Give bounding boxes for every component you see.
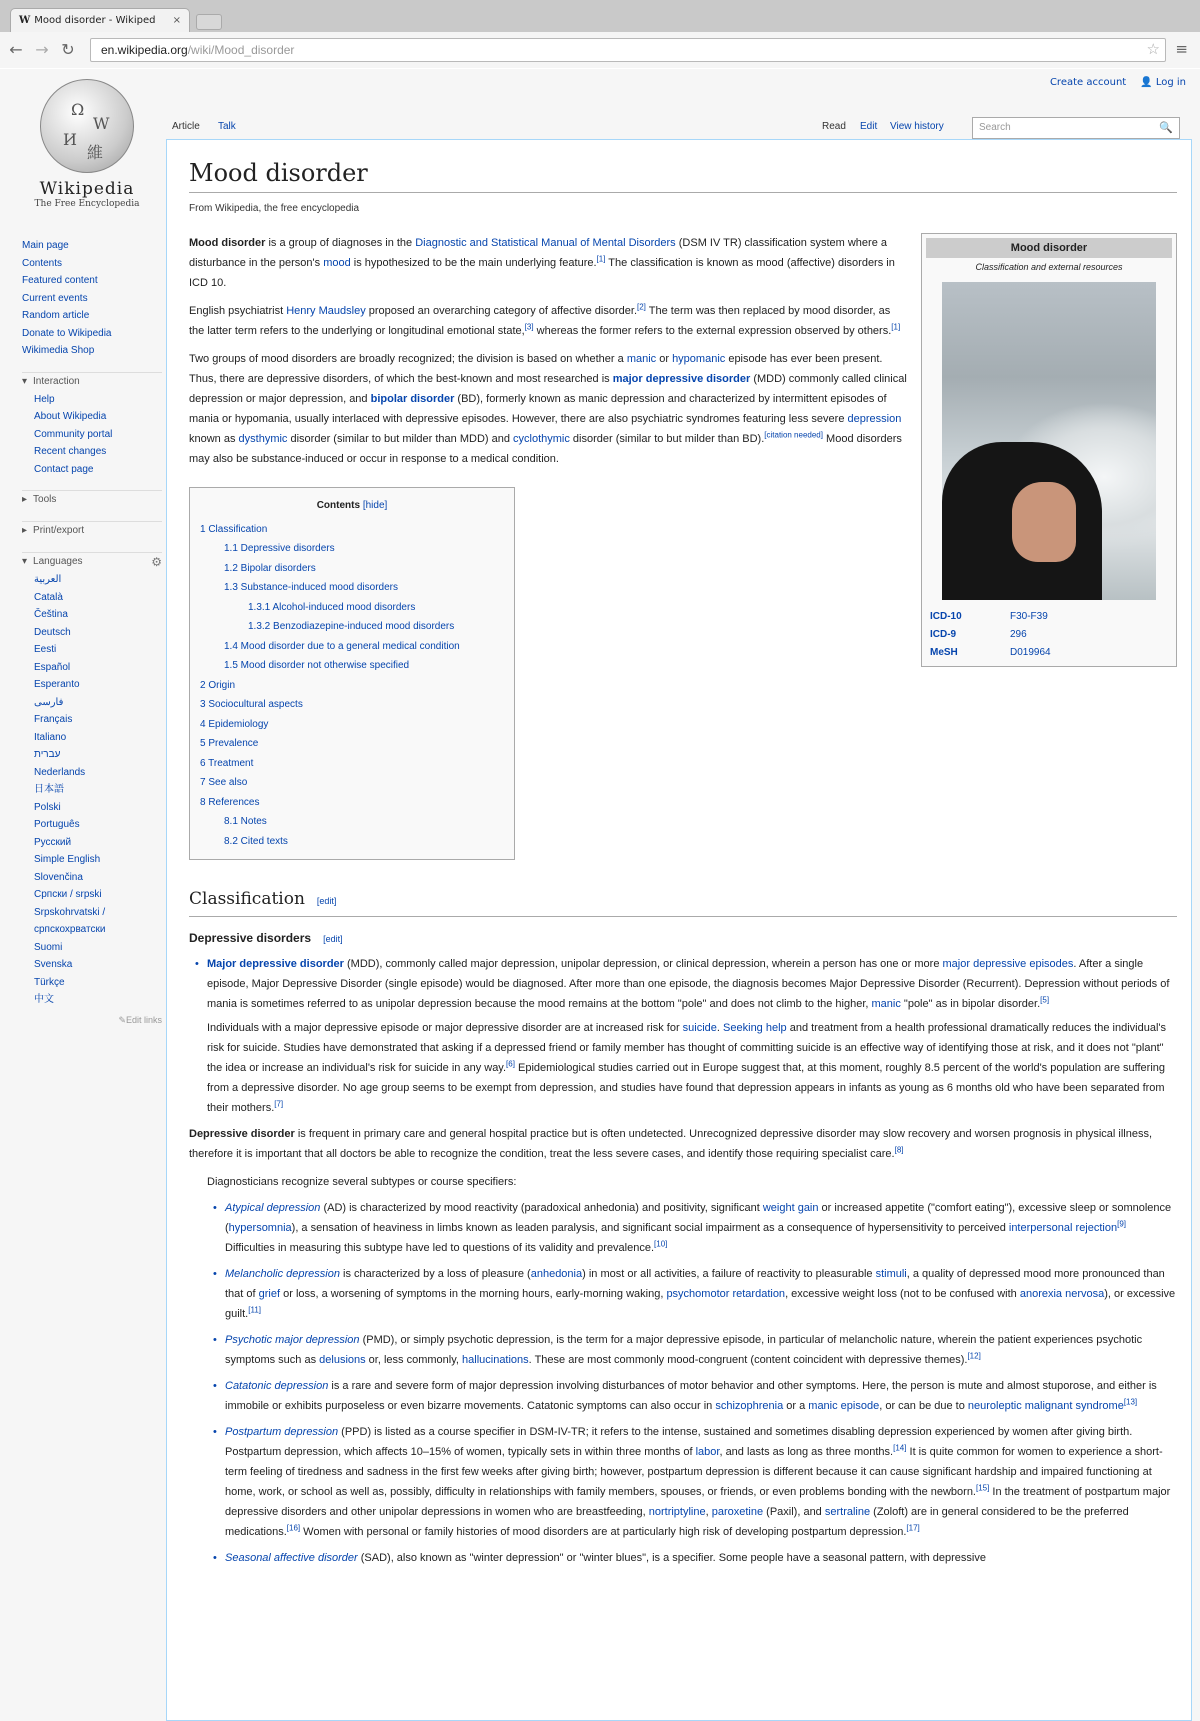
sidebar-language-item[interactable]: Polski	[34, 801, 61, 813]
sidebar-nav-item[interactable]: Main page	[22, 240, 69, 251]
wikipedia-favicon-icon: W	[19, 15, 31, 26]
reload-icon[interactable]: ↻	[61, 40, 75, 59]
page-tabs	[166, 113, 1186, 139]
triangle-right-icon: ▸	[22, 525, 28, 536]
henry-maudsley-link[interactable]: Henry Maudsley	[286, 305, 366, 317]
sidebar-interaction-item[interactable]: Recent changes	[34, 446, 107, 457]
risk-paragraph: Individuals with a major depressive episode or major depressive disorder are at increased risk for suicide. Seeking help and treatment from a health professional dramatically reduces the individual's risk for suicide. Studies have demonstrated that asking if a depressed friend or family member has thought of committing suicide is an effective way of identifying those at risk, and it does not "plant" the idea or increase an individual's risk for suicide in any way.[6] Epidemiological studies carried out in Europe suggest that, at this moment, roughly 8.5 percent of the world's population are suffering from a depressive disorder. No age group seems to be exempt from depression, and studies have found that depression appears in infants as young as 6 months old who have been separated from their mothers.[7]	[207, 1022, 1167, 1114]
search-input[interactable]	[972, 117, 1180, 139]
infobox-row	[926, 608, 1172, 626]
puzzle-globe-icon: Ω W И 維	[40, 79, 134, 173]
new-tab-button[interactable]	[196, 14, 222, 30]
sidebar-language-item[interactable]: Svenska	[34, 959, 73, 970]
infobox	[921, 233, 1177, 667]
browser-toolbar	[0, 32, 1200, 68]
toc-title: Contents	[316, 500, 361, 511]
toc-item[interactable]: 1 Classification	[200, 523, 268, 535]
page-title: Mood disorder	[189, 158, 1177, 193]
subtypes-intro: Diagnosticians recognize several subtypes or course specifiers:	[207, 1176, 517, 1188]
infobox-value[interactable]: 296	[1010, 629, 1027, 640]
toc-item[interactable]: 1.3.1 Alcohol-induced mood disorders	[248, 601, 416, 613]
sidebar-language-item[interactable]: Português	[34, 819, 80, 830]
toc-item[interactable]: 1.4 Mood disorder due to a general medical condition	[224, 640, 460, 652]
infobox-value[interactable]: D019964	[1010, 647, 1051, 658]
triangle-down-icon: ▾	[22, 375, 28, 387]
list-item: • Atypical depression (AD) is characterized by mood reactivity (paradoxical anhedonia) and positivity, significant weight gain or increased appetite ("comfort eating"), excessive sleep or somnolence (hypersomnia), a sensation of heaviness in limbs known as leaden paralysis, and significant social impairment as a consequence of hypersensitivity to perceived interpersonal rejection[9] Difficulties in measuring this subtype have led to questions of its validity and prevalence.[10]	[207, 1198, 1177, 1258]
toc-item[interactable]: 3 Sociocultural aspects	[200, 699, 303, 710]
sidebar-language-item[interactable]: Español	[34, 661, 71, 673]
sidebar-nav-item[interactable]: Wikimedia Shop	[22, 345, 95, 356]
languages-portlet	[22, 571, 162, 1009]
toc-item[interactable]: 8 References	[200, 796, 260, 808]
pencil-icon: ✎	[118, 1014, 126, 1025]
toc-item[interactable]: 5 Prevalence	[200, 738, 259, 749]
sidebar-interaction-item[interactable]: Help	[34, 393, 55, 405]
toc-item[interactable]: 4 Epidemiology	[200, 718, 269, 730]
sidebar-interaction-item[interactable]: Community portal	[34, 428, 113, 440]
sidebar-language-item[interactable]: עברית	[34, 749, 61, 760]
tab-read[interactable]: Read	[822, 121, 846, 132]
list-item: • Melancholic depression is characterized by a loss of pleasure (anhedonia) in most or all activities, a failure of reactivity to pleasurable stimuli, a quality of depressed mood more pronounced than that of grief or loss, a worsening of symptoms in the morning hours, early-morning waking, psychomotor retardation, excessive weight loss (not to be confused with anorexia nervosa), or excessive guilt.[11]	[207, 1264, 1177, 1324]
tagline: The Free Encyclopedia	[34, 199, 140, 209]
toc-item[interactable]: 8.2 Cited texts	[224, 835, 288, 847]
toc-item[interactable]: 7 See also	[200, 777, 248, 788]
print-export-header[interactable]: ▸ Print/export	[22, 521, 162, 540]
tab-strip	[0, 0, 1200, 32]
navigation-portlet	[22, 237, 162, 360]
login-link[interactable]: Log in	[1155, 77, 1186, 88]
list-item: • Psychotic major depression (PMD), or simply psychotic depression, is the term for a major depressive episode, in particular of melancholic nature, wherein the patient experiences psychotic symptoms such as delusions or, less commonly, hallucinations. These are most commonly mood-congruent (content coincident with depressive themes).[12]	[207, 1330, 1177, 1370]
sidebar-language-item[interactable]: Slovenčina	[34, 871, 83, 883]
wikipedia-logo[interactable]	[22, 79, 152, 219]
site-sub: From Wikipedia, the free encyclopedia	[189, 203, 360, 214]
browser-chrome	[0, 0, 1200, 68]
tab-edit[interactable]: Edit	[860, 121, 878, 132]
search-placeholder: Search	[979, 122, 1011, 133]
search-icon[interactable]: 🔍	[1159, 122, 1173, 134]
section-heading-classification: Classification [edit]	[189, 884, 1177, 917]
languages-header[interactable]: ▾ Languages ⚙	[22, 552, 162, 571]
sidebar-language-item[interactable]: Srpskohrvatski / српскохрватски	[34, 906, 106, 935]
sidebar-language-item[interactable]: 中文	[34, 994, 54, 1005]
infobox-image[interactable]	[942, 282, 1156, 600]
url-path: /wiki/Mood_disorder	[187, 43, 295, 57]
table-of-contents	[189, 487, 515, 860]
infobox-row	[926, 626, 1172, 644]
sidebar-language-item[interactable]: Čeština	[34, 609, 68, 620]
toc-item[interactable]: 1.3.2 Benzodiazepine-induced mood disorders	[248, 621, 455, 632]
menu-icon[interactable]: ≡	[1175, 40, 1188, 58]
sidebar-nav-item[interactable]: Random article	[22, 310, 90, 321]
sidebar-language-item[interactable]: فارسی	[34, 696, 64, 708]
sidebar-language-item[interactable]: Italiano	[34, 731, 67, 743]
infobox-key[interactable]: ICD-10	[930, 611, 962, 622]
sidebar-nav-item[interactable]: Donate to Wikipedia	[22, 327, 112, 339]
interaction-header[interactable]: ▾ Interaction	[22, 372, 162, 391]
tab-view-history[interactable]: View history	[890, 121, 944, 132]
toc-item[interactable]: 1.2 Bipolar disorders	[224, 562, 316, 574]
intro-paragraph-3: Two groups of mood disorders are broadly recognized; the division is based on whether a manic or hypomanic episode has ever been present. Thus, there are depressive disorders, of which the best-known and most researched is major depressive disorder (MDD) commonly called clinical depression or major depression, and bipolar disorder (BD), formerly known as manic depression and characterized by intermittent episodes of mania or hypomania, usually interlaced with depressive episodes. However, there are also psychiatric syndromes featuring less severe depression known as dysthymic disorder (similar to but milder than MDD) and cyclothymic disorder (similar to but milder than BD).[citation needed] Mood disorders may also be substance-induced or occur in response to a medical condition.	[189, 353, 907, 465]
sidebar-language-item[interactable]: Nederlands	[34, 766, 86, 778]
sidebar-nav-item[interactable]: Featured content	[22, 275, 98, 286]
list-item: • Catatonic depression is a rare and severe form of major depression involving disturbances of motor behavior and other symptoms. Here, the person is mute and almost stuporose, and either is immobile or exhibits purposeless or even bizarre movements. Catatonic symptoms can also occur in schizophrenia or a manic episode, or can be due to neuroleptic malignant syndrome[13]	[207, 1376, 1177, 1416]
list-item: • Postpartum depression (PPD) is listed as a course specifier in DSM-IV-TR; it refers to the intense, sustained and sometimes disabling depression experienced by women after giving birth. Postpartum depression, which affects 10–15% of women, typically sets in within three months of labor, and lasts as long as three months.[14] It is quite common for women to experience a short-term feeling of tiredness and sadness in the first few weeks after giving birth; however, postpartum depression is different because it can cause significant hardship and impaired functioning at home, work, or school as well as, possibly, difficulty in relationships with family members, spouses, or friends, or even problems bonding with the newborn.[15] In the treatment of postpartum major depressive disorders and other unipolar depressions in women who are breastfeeding, nortriptyline, paroxetine (Paxil), and sertraline (Zoloft) are in general considered to be the preferred medications.[16] Women with personal or family histories of mood disorders are at particularly high risk of developing postpartum depression.[17]	[207, 1422, 1177, 1542]
user-icon: 👤	[1140, 77, 1153, 88]
mood-link[interactable]: mood	[323, 257, 351, 269]
article-content	[166, 139, 1192, 1721]
frequent-paragraph: Depressive disorder is frequent in primary care and general hospital practice but is often undetected. Unrecognized depressive disorder may slow recovery and worsen prognosis in physical illness, therefore it is important that all doctors be able to recognize the condition, treat the less severe cases, and identify those requiring specialist care.[8]	[189, 1128, 1153, 1160]
toc-item[interactable]: 2 Origin	[200, 679, 236, 691]
dsm-link[interactable]: Diagnostic and Statistical Manual of Mental Disorders	[415, 237, 676, 249]
sidebar-language-item[interactable]: Deutsch	[34, 626, 71, 638]
wiki-page	[0, 69, 1200, 1721]
address-bar[interactable]	[90, 38, 1166, 62]
list-item: • Seasonal affective disorder (SAD), also known as "winter depression" or "winter blues", is a specifier. Some people have a seasonal pattern, with depressive	[207, 1548, 1177, 1568]
infobox-title: Mood disorder	[926, 238, 1172, 258]
toc-item[interactable]: 1.5 Mood disorder not otherwise specified	[224, 660, 410, 671]
sidebar-nav-item[interactable]: Contents	[22, 257, 63, 269]
triangle-down-icon: ▾	[22, 556, 28, 567]
infobox-row	[926, 644, 1172, 662]
sidebar-language-item[interactable]: Esperanto	[34, 679, 80, 690]
edit-section-link[interactable]: [edit]	[316, 896, 337, 906]
edit-links[interactable]: ✎Edit links	[118, 1014, 162, 1025]
infobox-key[interactable]: ICD-9	[930, 629, 957, 640]
sidebar-language-item[interactable]: 日本語	[34, 784, 64, 795]
sidebar-nav-item[interactable]: Current events	[22, 292, 88, 304]
infobox-key[interactable]: MeSH	[930, 647, 958, 658]
sidebar-language-item[interactable]: Simple English	[34, 854, 101, 865]
gear-icon[interactable]: ⚙	[151, 555, 162, 569]
sidebar-language-item[interactable]: Türkçe	[34, 976, 65, 988]
sidebar	[22, 237, 162, 1026]
toc-item[interactable]: 6 Treatment	[200, 757, 254, 769]
sidebar-language-item[interactable]: العربية	[34, 574, 62, 585]
sidebar-language-item[interactable]: Eesti	[34, 644, 57, 655]
intro-paragraph-1: Mood disorder is a group of diagnoses in the Diagnostic and Statistical Manual of Mental Disorders (DSM IV TR) classification system where a disturbance in the person's mood is hypothesized to be the main underlying feature.[1] The classification is known as mood (affective) disorders in ICD 10.	[189, 237, 895, 289]
toc-item[interactable]: 1.3 Substance-induced mood disorders	[224, 582, 398, 593]
back-icon[interactable]: ←	[9, 40, 23, 59]
section-heading-depressive: Depressive disorders [edit]	[189, 931, 343, 945]
personal-tools	[1050, 77, 1186, 88]
sidebar-language-item[interactable]: Català	[34, 591, 63, 603]
tools-header[interactable]: ▸ Tools	[22, 490, 162, 509]
toc-hide-link[interactable]: [hide]	[362, 500, 388, 511]
infobox-codes	[926, 608, 1172, 662]
tab-article[interactable]: Article	[172, 121, 200, 132]
infobox-value[interactable]: F30-F39	[1010, 611, 1048, 622]
sidebar-language-item[interactable]: Српски / srpski	[34, 889, 102, 900]
toc-item[interactable]: 1.1 Depressive disorders	[224, 543, 335, 554]
interaction-portlet	[22, 391, 162, 479]
url-host: en.wikipedia.org	[101, 43, 188, 57]
sidebar-interaction-item[interactable]: About Wikipedia	[34, 411, 107, 422]
sidebar-language-item[interactable]: Русский	[34, 836, 72, 848]
tab-title: Mood disorder - Wikiped	[34, 15, 156, 26]
sidebar-interaction-item[interactable]: Contact page	[34, 463, 94, 475]
browser-tab[interactable]	[10, 8, 190, 32]
infobox-subtitle: Classification and external resources	[975, 262, 1123, 272]
sidebar-language-item[interactable]: Français	[34, 714, 73, 725]
list-item: • Major depressive disorder (MDD), commonly called major depression, unipolar depression, or clinical depression, wherein a person has one or more major depressive episodes. After a single episode, Major Depressive Disorder (single episode) would be diagnosed. After more than one episode, the diagnosis becomes Major Depressive Disorder (Recurrent). Depression without periods of mania is sometimes referred to as unipolar depression because the mood remains at the bottom "pole" and does not climb to the higher, manic "pole" as in bipolar disorder.[5] Individuals with a major depressive episode or major depressive disorder are at increased risk for suicide. Seeking help and treatment from a health professional dramatically reduces the individual's risk for suicide. Studies have demonstrated that asking if a depressed friend or family member has thought of committing suicide is an effective way of identifying those at risk, and it does not "plant" the idea or increase an individual's risk for suicide in any way.[6] Epidemiological studies carried out in Europe suggest that, at this moment, roughly 8.5 percent of the world's population are suffering from a depressive disorder. No age group seems to be exempt from depression, and studies have found that depression appears in infants as young as 6 months old who have been separated from their mothers.[7]	[189, 954, 1177, 1118]
bookmark-star-icon[interactable]: ☆	[1146, 40, 1160, 58]
forward-icon[interactable]: →	[35, 40, 49, 59]
create-account-link[interactable]: Create account	[1049, 77, 1127, 88]
sidebar-language-item[interactable]: Suomi	[34, 941, 63, 953]
close-tab-icon[interactable]: ×	[172, 15, 181, 26]
wordmark: Wikipedia	[39, 179, 135, 199]
edit-section-link[interactable]: [edit]	[323, 934, 343, 944]
tab-talk[interactable]: Talk	[218, 121, 236, 132]
triangle-right-icon: ▸	[22, 494, 28, 505]
intro-paragraph-2: English psychiatrist Henry Maudsley proposed an overarching category of affective disorder.[2] The term was then replaced by mood disorder, as the latter term refers to the underlying or longitudinal emotional state,[3] whereas the former refers to the external expression observed by others.[1]	[189, 302, 901, 337]
toc-item[interactable]: 8.1 Notes	[224, 816, 267, 827]
